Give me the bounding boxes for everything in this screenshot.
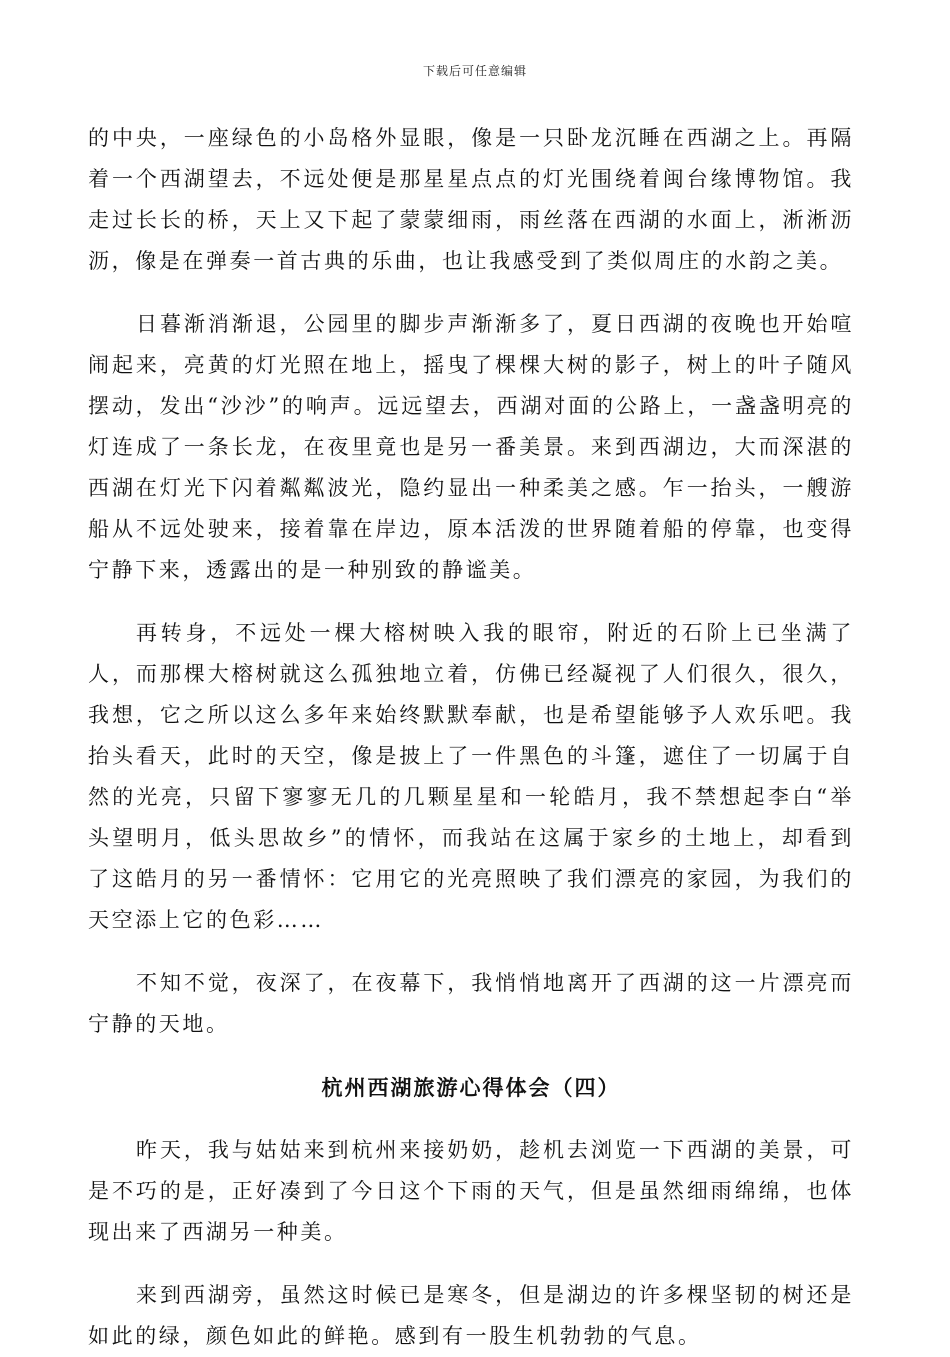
paragraph-gap — [88, 1045, 854, 1067]
paragraph-gap — [88, 1253, 854, 1275]
paragraph-night: 不知不觉，夜深了，在夜幕下，我悄悄地离开了西湖的这一片漂亮而宁静的天地。 — [88, 971, 854, 1036]
document-body — [88, 118, 854, 1357]
paragraph-gap — [88, 591, 854, 613]
paragraph-yesterday: 昨天，我与姑姑来到杭州来接奶奶，趁机去浏览一下西湖的美景，可是不巧的是，正好凑到了今日这个下雨的天气，但是虽然细雨绵绵，也体现出来了西湖另一种美。 — [88, 1138, 854, 1244]
paragraph-gap — [88, 282, 854, 304]
paragraph-dusk: 日暮渐消渐退，公园里的脚步声渐渐多了，夏日西湖的夜晚也开始喧闹起来，亮黄的灯光照在地上，摇曳了棵棵大树的影子，树上的叶子随风摆动，发出“沙沙”的响声。远远望去，西湖对面的公路上，一盏盏明亮的灯连成了一条长龙，在夜里竟也是另一番美景。来到西湖边，大而深湛的西湖在灯光下闪着粼粼波光，隐约显出一种柔美之感。乍一抬头，一艘游船从不远处驶来，接着靠在岸边，原本活泼的世界随着船的停靠，也变得宁静下来，透露出的是一种别致的静谧美。 — [88, 312, 854, 582]
paragraph-banyan: 再转身，不远处一棵大榕树映入我的眼帘，附近的石阶上已坐满了人，而那棵大榕树就这么孤独地立着，仿佛已经凝视了人们很久，很久，我想，它之所以这么多年来始终默默奉献，也是希望能够予人欢乐吧。我抬头看天，此时的天空，像是披上了一件黑色的斗篷，遮住了一切属于自然的光亮，只留下寥寥无几的几颗星星和一轮皓月，我不禁想起李白“举头望明月，低头思故乡”的情怀，而我站在这属于家乡的土地上，却看到了这皓月的另一番情怀：它用它的光亮照映了我们漂亮的家园，为我们的天空添上它的色彩…… — [88, 621, 854, 932]
paragraph-gap — [88, 941, 854, 963]
paragraph-continuation: 的中央，一座绿色的小岛格外显眼，像是一只卧龙沉睡在西湖之上。再隔着一个西湖望去，不远处便是那星星点点的灯光围绕着闽台缘博物馆。我走过长长的桥，天上又下起了蒙蒙细雨，雨丝落在西湖的水面上，淅淅沥沥，像是在弹奏一首古典的乐曲，也让我感受到了类似周庄的水韵之美。 — [88, 126, 854, 273]
page-header: 下载后可任意编辑 — [422, 64, 527, 78]
paragraph-lakeside: 来到西湖旁，虽然这时候已是寒冬，但是湖边的许多棵坚韧的树还是如此的绿，颜色如此的鲜艳。感到有一股生机勃勃的气息。 — [88, 1283, 854, 1348]
paragraph-gap — [88, 1108, 854, 1130]
section-title: 杭州西湖旅游心得体会（四） — [321, 1075, 621, 1100]
